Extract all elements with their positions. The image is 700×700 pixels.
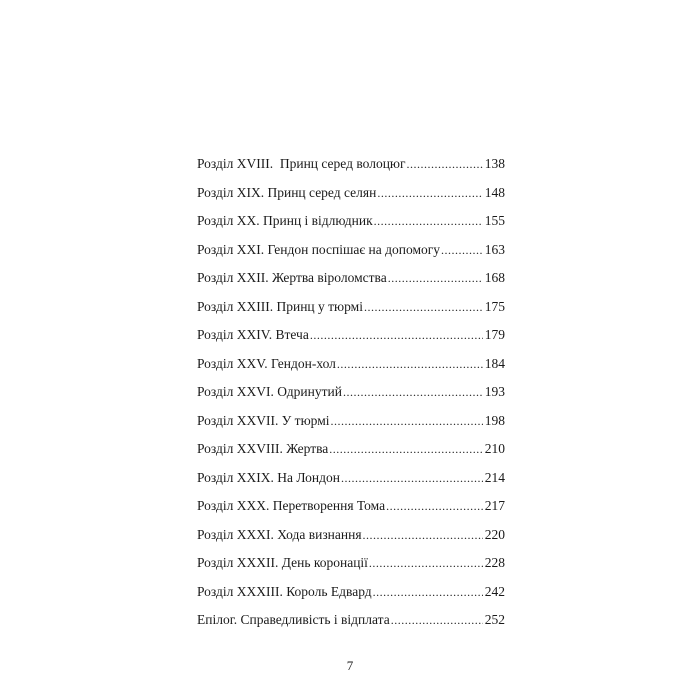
- toc-entry-title: Розділ XXV. Гендон-хол: [197, 355, 336, 371]
- toc-entry-title: Епілог. Справедливість і відплата: [197, 612, 390, 627]
- toc-entry-title: Розділ XXIX. На Лондон: [197, 469, 340, 485]
- toc-entry-title: Розділ XX. Принц і відлюдник: [197, 213, 373, 228]
- toc-entry-title: Розділ XXXI. Хода визнання: [197, 526, 362, 542]
- dot-leader: [343, 385, 483, 400]
- table-of-contents: [197, 156, 505, 641]
- dot-leader: [386, 499, 483, 514]
- toc-entry-title: Розділ XXIV. Втеча: [197, 327, 309, 342]
- toc-entry[interactable]: [197, 185, 505, 214]
- toc-entry-title: Розділ XIX. Принц серед селян: [197, 184, 377, 200]
- dot-leader: [331, 414, 483, 429]
- toc-entry-page: 168: [484, 270, 505, 285]
- toc-entry-page: 198: [484, 412, 505, 428]
- toc-entry[interactable]: [197, 327, 505, 356]
- toc-entry[interactable]: [197, 441, 505, 470]
- dot-leader: [310, 328, 483, 343]
- toc-entry-page: 179: [484, 327, 505, 342]
- dot-leader: [337, 357, 483, 372]
- toc-entry[interactable]: [197, 356, 505, 385]
- toc-entry-title: Розділ XXVIII. Жертва: [197, 441, 329, 456]
- dot-leader: [373, 585, 483, 600]
- toc-entry-page: 228: [484, 555, 505, 570]
- toc-entry[interactable]: [197, 299, 505, 328]
- toc-entry[interactable]: [197, 213, 505, 242]
- toc-entry-page: 163: [484, 241, 505, 257]
- dot-leader: [341, 471, 483, 486]
- toc-entry-page: 155: [484, 213, 505, 228]
- dot-leader: [374, 214, 483, 229]
- toc-entry-page: 184: [484, 355, 505, 371]
- toc-entry[interactable]: [197, 156, 505, 185]
- dot-leader: [407, 157, 483, 172]
- page-number: 7: [346, 658, 354, 673]
- toc-entry-page: 252: [484, 612, 505, 627]
- toc-entry-title: Розділ XXX. Перетворення Тома: [197, 498, 386, 513]
- dot-leader: [388, 271, 483, 286]
- toc-entry-title: Розділ XXIII. Принц у тюрмі: [197, 298, 363, 314]
- toc-entry-page: 242: [484, 583, 505, 599]
- toc-entry[interactable]: [197, 270, 505, 299]
- toc-entry-title: Розділ XXVI. Одринутий: [197, 384, 342, 399]
- toc-entry-title: Розділ XXXIII. Король Едвард: [197, 583, 372, 599]
- toc-entry-title: Розділ XXI. Гендон поспішає на допомогу: [197, 241, 441, 257]
- dot-leader: [369, 556, 483, 571]
- toc-entry-page: 148: [484, 184, 505, 200]
- toc-entry[interactable]: [197, 498, 505, 527]
- dot-leader: [363, 528, 483, 543]
- toc-entry-title: Розділ XXVII. У тюрмі: [197, 412, 330, 428]
- dot-leader: [364, 300, 483, 315]
- toc-entry-page: 220: [484, 526, 505, 542]
- toc-entry[interactable]: [197, 242, 505, 271]
- toc-entry-title: Розділ XXII. Жертва віроломства: [197, 270, 387, 285]
- toc-entry-title: Розділ XXXII. День коронації: [197, 555, 368, 570]
- toc-entry[interactable]: [197, 384, 505, 413]
- dot-leader: [329, 442, 482, 457]
- toc-entry[interactable]: [197, 584, 505, 613]
- toc-entry[interactable]: [197, 470, 505, 499]
- toc-entry-page: 175: [484, 298, 505, 314]
- toc-entry[interactable]: [197, 612, 505, 641]
- toc-entry[interactable]: [197, 413, 505, 442]
- dot-leader: [377, 186, 482, 201]
- toc-entry-page: 214: [484, 469, 505, 485]
- toc-entry-page: 193: [484, 384, 505, 399]
- toc-entry-page: 210: [484, 441, 505, 456]
- toc-entry[interactable]: [197, 527, 505, 556]
- toc-entry-title: Розділ XVIII. Принц серед волоцюг: [197, 156, 406, 171]
- dot-leader: [391, 613, 483, 628]
- toc-entry[interactable]: [197, 555, 505, 584]
- dot-leader: [441, 243, 483, 258]
- toc-entry-page: 217: [484, 498, 505, 513]
- toc-entry-page: 138: [484, 156, 505, 171]
